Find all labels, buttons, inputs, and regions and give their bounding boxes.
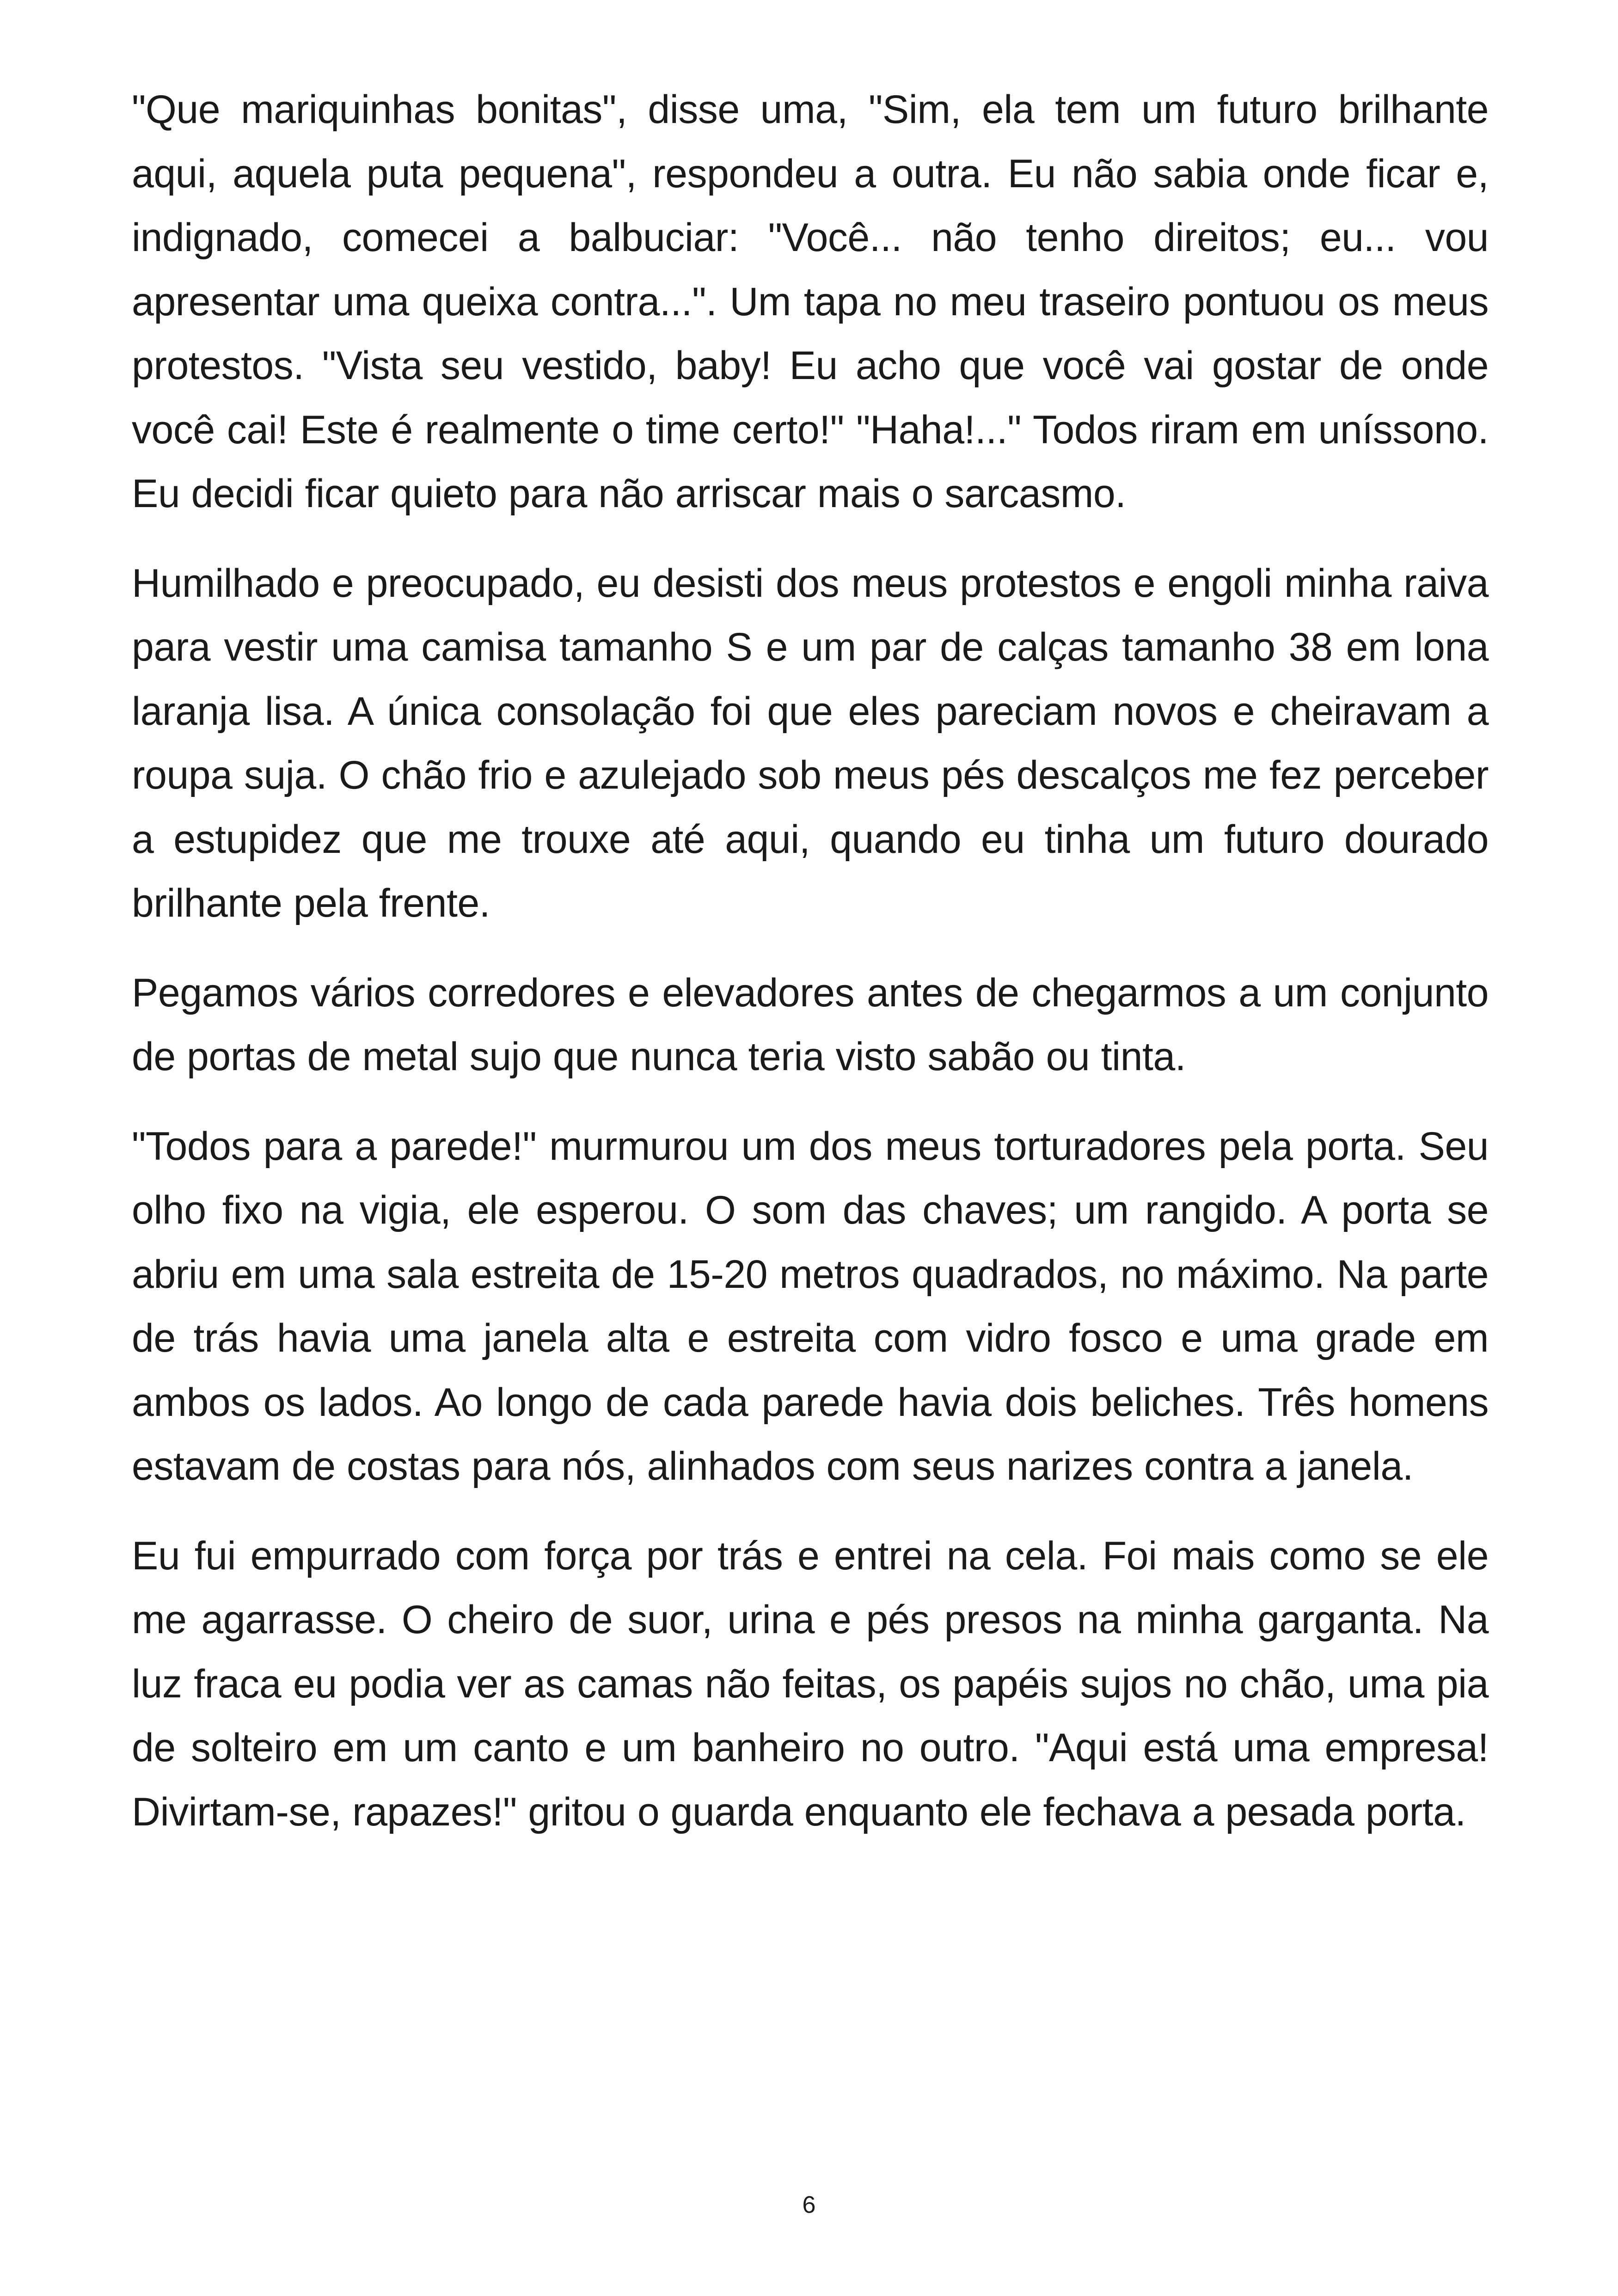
- paragraph-2: Humilhado e preocupado, eu desisti dos meus protestos e engoli minha raiva para vestir uma camisa tamanho S e um par de calças tamanho 38 em lona laranja lisa. A única consolação foi que eles pareciam novos e cheiravam a roupa suja. O chão frio e azulejado sob meus pés descalços me fez perceber a estupidez que me trouxe até aqui, quando eu tinha um futuro dourado brilhante pela frente.: [132, 561, 1489, 925]
- paragraph-4: "Todos para a parede!" murmurou um dos meus torturadores pela porta. Seu olho fixo na vigia, ele esperou. O som das chaves; um rangido. A porta se abriu em uma sala estreita de 15-20 metros quadrados, no máximo. Na parte de trás havia uma janela alta e estreita com vidro fosco e uma grade em ambos os lados. Ao longo de cada parede havia dois beliches. Três homens estavam de costas para nós, alinhados com seus narizes contra a janela.: [132, 1124, 1489, 1488]
- paragraph-3: Pegamos vários corredores e elevadores antes de chegarmos a um conjunto de portas de metal sujo que nunca teria visto sabão ou tinta.: [132, 970, 1489, 1079]
- page-number: 6: [802, 2192, 816, 2218]
- text-body: [132, 78, 1489, 1869]
- paragraph-5: Eu fui empurrado com força por trás e entrei na cela. Foi mais como se ele me agarrasse. O cheiro de suor, urina e pés presos na minha garganta. Na luz fraca eu podia ver as camas não feitas, os papéis sujos no chão, uma pia de solteiro em um canto e um banheiro no outro. "Aqui está uma empresa! Divirtam-se, rapazes!" gritou o guarda enquanto ele fechava a pesada porta.: [132, 1533, 1489, 1834]
- paragraph-1: "Que mariquinhas bonitas", disse uma, "Sim, ela tem um futuro brilhante aqui, aquela puta pequena", respondeu a outra. Eu não sabia onde ficar e, indignado, comecei a balbuciar: "Você... não tenho direitos; eu... vou apresentar uma queixa contra...". Um tapa no meu traseiro pontuou os meus protestos. "Vista seu vestido, baby! Eu acho que você vai gostar de onde você cai! Este é realmente o time certo!" "Haha!..." Todos riram em uníssono. Eu decidi ficar quieto para não arriscar mais o sarcasmo.: [132, 87, 1489, 516]
